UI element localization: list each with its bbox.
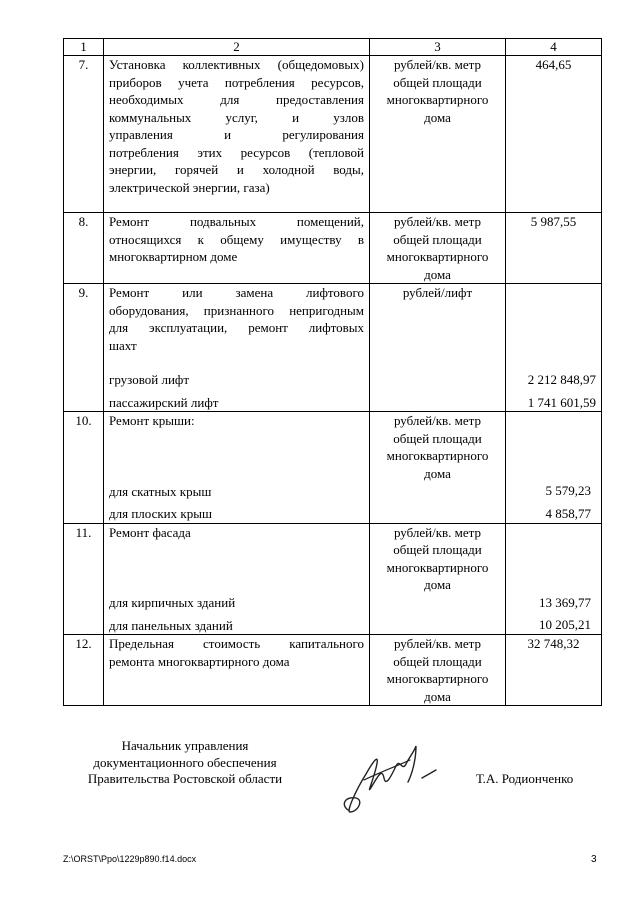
row-value bbox=[506, 523, 602, 635]
row-unit bbox=[370, 523, 506, 635]
unit-line: рублей/кв. метр bbox=[393, 214, 482, 229]
subitem-label: грузовой лифт bbox=[109, 372, 190, 387]
unit-line: рублей/кв. метр bbox=[393, 57, 482, 72]
page-number: 3 bbox=[591, 854, 597, 865]
unit-line: общей площади bbox=[393, 653, 482, 669]
table-row bbox=[64, 213, 602, 284]
desc-line: Ремонт крыши: bbox=[109, 413, 195, 428]
desc-line: потребления этих ресурсов (тепловой bbox=[109, 144, 364, 160]
desc-line: ремонта многоквартирного дома bbox=[109, 653, 290, 669]
subitem-label: для плоских крыш bbox=[109, 506, 212, 521]
unit-line: общей площади bbox=[393, 74, 482, 90]
unit-line: дома bbox=[424, 109, 451, 125]
row-description bbox=[104, 412, 370, 524]
desc-line: управления и регулирования bbox=[109, 127, 364, 142]
desc-line: коммунальных услуг, и узлов bbox=[109, 109, 364, 125]
row-unit bbox=[370, 412, 506, 524]
file-path: Z:\ORST\Ppo\1229p890.f14.docx bbox=[63, 854, 197, 864]
unit-line: дома bbox=[424, 465, 451, 481]
desc-line: приборов учета потребления ресурсов, bbox=[109, 74, 364, 90]
subitem-value: 13 369,77 bbox=[539, 594, 591, 610]
unit-line: рублей/кв. метр bbox=[393, 413, 482, 428]
row-unit bbox=[370, 635, 506, 706]
header-cell: 1 bbox=[64, 39, 104, 56]
row-value: 5 987,55 bbox=[506, 213, 602, 284]
subitem-label: для скатных крыш bbox=[109, 483, 212, 499]
unit-line: многоквартирного bbox=[386, 249, 489, 264]
subitem-label: для панельных зданий bbox=[109, 617, 233, 633]
table-header-row bbox=[64, 39, 602, 56]
row-description bbox=[104, 213, 370, 284]
row-number: 7. bbox=[64, 56, 104, 213]
row-description bbox=[104, 56, 370, 213]
desc-line: Предельная стоимость капитального bbox=[109, 636, 364, 651]
row-description bbox=[104, 523, 370, 635]
table-row bbox=[64, 284, 602, 412]
unit-line: многоквартирного bbox=[386, 671, 489, 686]
row-unit bbox=[370, 56, 506, 213]
row-number: 10. bbox=[64, 412, 104, 524]
row-description bbox=[104, 635, 370, 706]
position-line: документационного обеспечения bbox=[93, 754, 277, 770]
subitem-value: 5 579,23 bbox=[545, 483, 591, 498]
row-number: 9. bbox=[64, 284, 104, 412]
subitem-value: 1 741 601,59 bbox=[527, 394, 596, 410]
row-number: 8. bbox=[64, 213, 104, 284]
unit-line: рублей/кв. метр bbox=[393, 636, 482, 651]
desc-line: Ремонт или замена лифтового bbox=[109, 285, 364, 300]
row-value bbox=[506, 284, 602, 412]
desc-line: для эксплуатации, ремонт лифтовых bbox=[109, 320, 364, 335]
unit-line: дома bbox=[424, 577, 451, 592]
desc-line: относящихся к общему имуществу в bbox=[109, 231, 364, 247]
subitem-label: пассажирский лифт bbox=[109, 394, 219, 410]
handwritten-signature bbox=[336, 738, 446, 818]
desc-line: Ремонт подвальных помещений, bbox=[109, 214, 364, 229]
desc-line: Ремонт фасада bbox=[109, 524, 191, 540]
unit-line: многоквартирного bbox=[386, 448, 489, 463]
subitem-label: для кирпичных зданий bbox=[109, 595, 236, 610]
desc-line: многоквартирном доме bbox=[109, 249, 238, 264]
desc-line: энергии, горячей и холодной воды, bbox=[109, 162, 364, 177]
desc-line: шахт bbox=[109, 337, 137, 353]
row-unit bbox=[370, 213, 506, 284]
unit-line: дома bbox=[424, 266, 451, 282]
unit-line: рублей/лифт bbox=[402, 285, 473, 300]
desc-line: Установка коллективных (общедомовых) bbox=[109, 57, 364, 72]
signer-name: Т.А. Родионченко bbox=[476, 771, 574, 786]
tariff-table bbox=[63, 38, 602, 706]
row-number: 11. bbox=[64, 523, 104, 635]
desc-line: оборудования, признанного непригодным bbox=[109, 302, 364, 318]
unit-line: рублей/кв. метр bbox=[393, 524, 482, 540]
row-value bbox=[506, 412, 602, 524]
header-cell: 4 bbox=[506, 39, 602, 56]
unit-line: многоквартирного bbox=[386, 559, 489, 575]
table-row bbox=[64, 523, 602, 635]
row-value: 32 748,32 bbox=[506, 635, 602, 706]
desc-line: электрической энергии, газа) bbox=[109, 179, 270, 195]
unit-line: общей площади bbox=[393, 430, 482, 446]
unit-line: общей площади bbox=[393, 542, 482, 557]
unit-line: общей площади bbox=[393, 231, 482, 247]
subitem-value: 4 858,77 bbox=[545, 505, 591, 521]
position-line: Правительства Ростовской области bbox=[87, 771, 283, 786]
row-number: 12. bbox=[64, 635, 104, 706]
header-cell: 2 bbox=[104, 39, 370, 56]
unit-line: многоквартирного bbox=[386, 92, 489, 107]
table-row bbox=[64, 412, 602, 524]
row-description bbox=[104, 284, 370, 412]
desc-line: необходимых для предоставления bbox=[109, 92, 364, 107]
row-value: 464,65 bbox=[506, 56, 602, 213]
position-line: Начальник управления bbox=[121, 738, 249, 753]
header-cell: 3 bbox=[370, 39, 506, 56]
table-row bbox=[64, 56, 602, 213]
unit-line: дома bbox=[424, 688, 451, 704]
signatory-position bbox=[60, 738, 310, 788]
subitem-value: 2 212 848,97 bbox=[527, 372, 596, 387]
subitem-value: 10 205,21 bbox=[539, 617, 591, 632]
row-unit bbox=[370, 284, 506, 412]
table-row bbox=[64, 635, 602, 706]
